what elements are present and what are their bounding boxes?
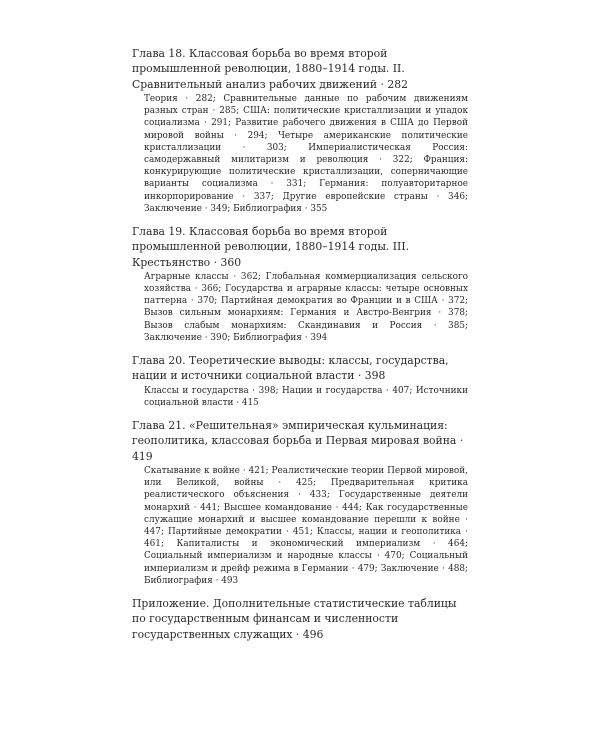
chapter-19-subsections: Аграрные классы · 362; Глобальная коммерциализация сельского хозяйства · 366; Государства и аграрные классы: четыре основных паттерна · 370; Партийная демократия во Франции и в США · 372; Вызов сильным монархиям: Германия и Австро-Венгрия · 378; Вызов слабым монархиям: Скандинавия и Россия · 385; Заключение · 390; Библиография · 394 xyxy=(144,271,468,343)
chapter-21-title: Глава 21. «Решительная» эмпирическая кульминация: геополитика, классовая борьба и Первая мировая война · 419 xyxy=(132,419,464,463)
chapter-19-entry xyxy=(132,224,468,344)
chapter-20-entry xyxy=(132,353,468,409)
chapter-21-subsections: Скатывание к войне · 421; Реалистические теории Первой мировой, или Великой, войны · 425; Предварительная критика реалистического объяснения · 433; Государственные деятели монархий · 441; Высшее командование · 444; Как государственные служащие монархий и высшее командование перешли к войне · 447; Партийные демократии · 451; Классы, нации и геополитика · 461; Капиталисты и экономический империализм · 464; Социальный империализм и народные классы · 470; Социальный империализм и дрейф режима в Германии · 479; Заключение · 488; Библиография · 493 xyxy=(144,465,468,586)
chapter-18-title: Глава 18. Классовая борьба во время второй промышленной революции, 1880–1914 годы. II. Сравнительный анализ рабочих движений · 282 xyxy=(132,47,408,91)
appendix-entry xyxy=(132,596,468,642)
chapter-21-entry xyxy=(132,418,468,587)
appendix-title: Приложение. Дополнительные статистические таблицы по государственным финансам и численности государственных служащих · 496 xyxy=(132,596,457,641)
table-of-contents xyxy=(132,46,468,651)
chapter-18-subsections: Теория · 282; Сравнительные данные по рабочим движениям разных стран · 285; США: политические кристаллизации и упадок социализма · 291; Развитие рабочего движения в США до Первой мировой войны · 294; Четыре американские политические кристаллизации · 303; Империалистическая Россия: самодержавный милитаризм и революция · 322; Франция: конкурирующие политические кристаллизации, соперничающие варианты социализма · 331; Германия: полуавторитарное инкорпорирование · 337; Другие европейские страны · 346; Заключение · 349; Библиография · 355 xyxy=(144,93,468,214)
chapter-20-subsections: Классы и государства · 398; Нации и государства · 407; Источники социальной власти · 415 xyxy=(144,385,468,408)
chapter-18-entry xyxy=(132,46,468,215)
chapter-20-title: Глава 20. Теоретические выводы: классы, государства, нации и источники социальной власти · 398 xyxy=(132,354,449,383)
chapter-19-title: Глава 19. Классовая борьба во время второй промышленной революции, 1880–1914 годы. III. Крестьянство · 360 xyxy=(132,224,410,269)
